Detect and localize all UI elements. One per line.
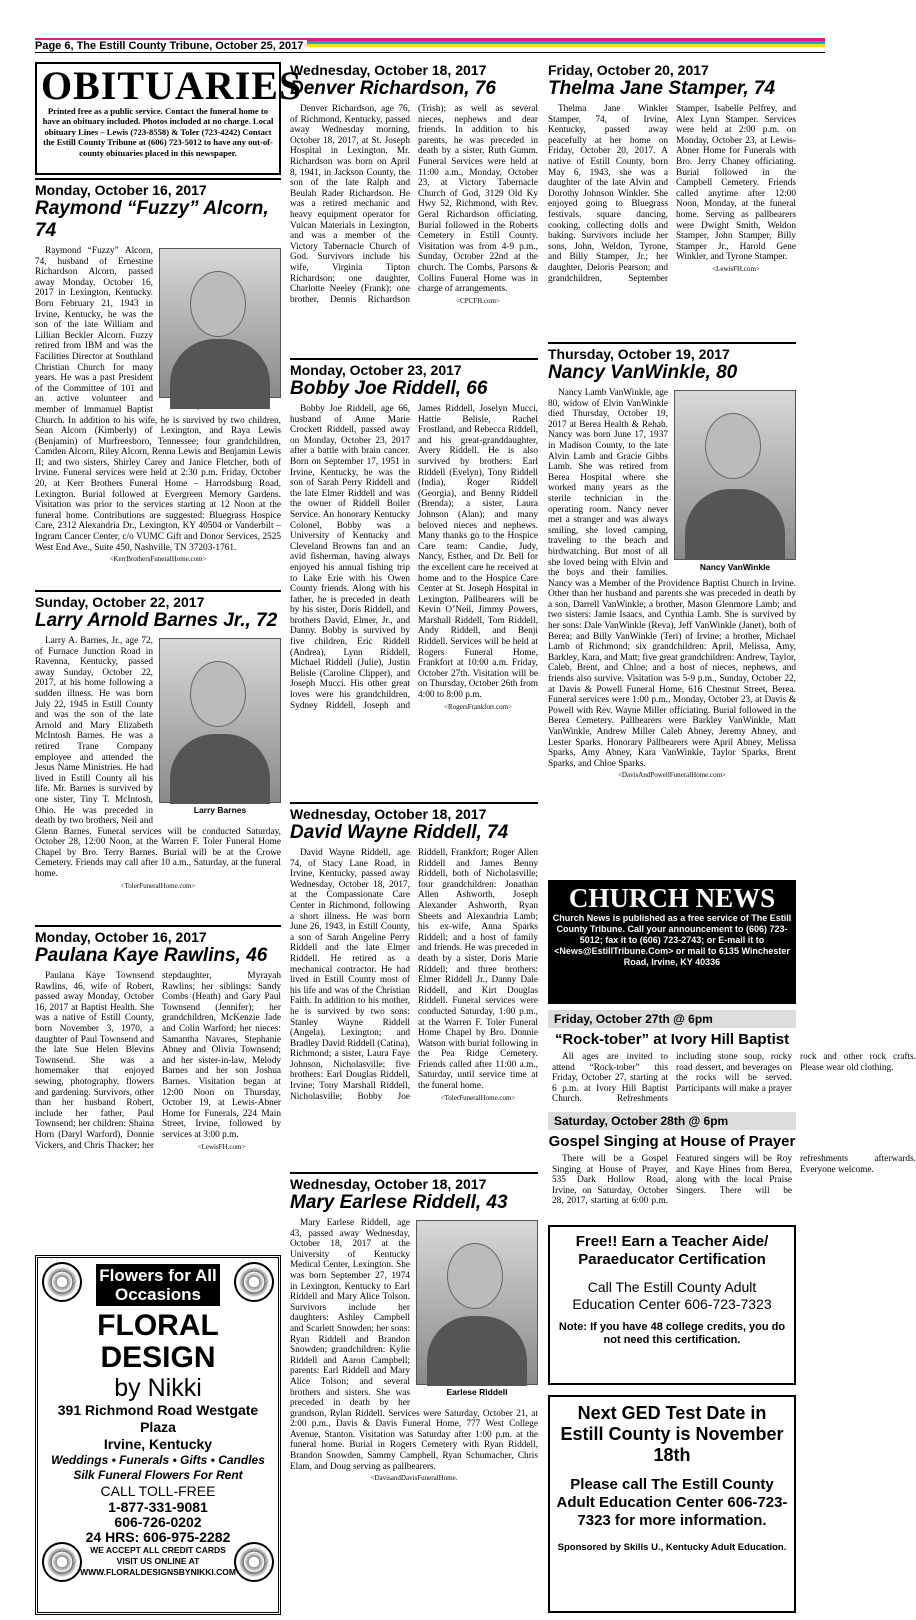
teacher-aide-ad bbox=[548, 1225, 796, 1385]
obit-text: Thelma Jane Winkler Stamper, 74, of Irvine, Kentucky, passed away peacefully at her home on Friday, October 20, 2017. A native of Estill County, born May 6, 1943, she was a daughter of the late Alvin and Dorothy Johnson Winkler. She enjoyed going to Bluegrass festivals, square dancing, cooking, collecting dolls and baking. Survivors include her sons, John, Weldon, Tyrone, and Billy Stamper, Jr.; her daughter, Deloris Pearson; and grandchildren, September Stamper, Isabelle Pelfrey, and Alex Lynn Stamper. Services were held at 2:00 p.m. on Monday, October 23, at Lewis-Abner Home for Funerals with Bro. Jerry Chaney officiating. Burial followed in the Campbell Cemetery. Friends called anytime after 12:00 Noon, Monday, at the funeral home. Serving as pallbearers were Dwight Smith, Weldon Stamper, John Stamper, Billy Stamper Jr., Harold Gene Winkler, and Tyrone Stamper. bbox=[548, 104, 796, 284]
header-rule bbox=[35, 52, 825, 53]
obit-name: Denver Richardson, 76 bbox=[290, 78, 496, 99]
obit-name: Larry Arnold Barnes Jr., 72 bbox=[35, 610, 278, 631]
event-2-text bbox=[552, 1154, 916, 1214]
church-news-box bbox=[548, 880, 796, 1004]
teacher-ad-note: Note: If you have 48 college credits, you do not need this certification. bbox=[558, 1321, 786, 1346]
floral-city: Irvine, Kentucky bbox=[103, 1436, 213, 1452]
floral-name: FLORAL DESIGN bbox=[97, 1309, 219, 1374]
floral-address: 391 Richmond Road Westgate Plaza bbox=[57, 1402, 259, 1435]
event-1-body: All ages are invited to attend “Rock-tober” this Friday, October 27, starting at 6 p.m. at Ivory Hill Baptist Church. Refreshments including stone soup, rocky road dessert, and beverages on the rocks will be served. Participants will make a prayer rock and other rock crafts. Please wear old clothing. bbox=[552, 1052, 916, 1105]
floral-url: WWW.FLORALDESIGNSBYNIKKI.COM bbox=[80, 1567, 236, 1577]
page-header: Page 6, The Estill County Tribune, October 25, 2017 bbox=[35, 40, 307, 52]
obit-date: Monday, October 16, 2017 bbox=[35, 182, 207, 198]
obit-text: David Wayne Riddell, age 74, of Stacy Lane Road, in Irvine, Kentucky, passed away Wednesday, October 18, 2017, at the Compassionate Care Center in Richmond, following a short illness. He was born June 26, 1943, in Estill County, a son of Sarah Angeline Perry Riddell and the late Elmer Riddell. He retired as a mechanical contractor. He had lived in Estill County most of his life and was of the Christian Faith. In addition to his mother, he is survived by two sons: Stanley Wayne Riddell (Angela), Lexington; and Bradley David Riddell (Catina), Richmond; a sister, Laura Faye Johnson, Nicholasville; five brothers: Earl Douglas Riddell, Irvine; Tony Marshall Riddell, Nicholasville; Bobby Joe Riddell, Frankfort; Roger Allen Riddell and James Benny Riddell, both of Nicholasville; four grandchildren: Jonathan Allen Ashworth, Joseph Alexander Ashworth, Ryan Sheets and Alexandria Lamb; his ex-wife, Anna Sparks Riddell; and a host of family and friends. He was preceded in death by a sister, Doris Marie Riddell; and three brothers: Elmer Riddell Jr., Danny Dale Riddell, and Kirt Douglas Riddell. Funeral services were conducted Saturday, 1:00 p.m., at the Warren F. Toler Funeral Home Chapel by Bro. Donnie Watson with burial following in the Pea Ridge Cemetery. Friends called after 11:00 a.m., Saturday, until service time at the funeral home. bbox=[290, 848, 538, 1102]
ged-ad-sponsor: Sponsored by Skills U., Kentucky Adult Education. bbox=[557, 1542, 787, 1553]
obit-source: <DavisandDavisFuneralHome. bbox=[370, 1474, 458, 1483]
ged-ad-headline: Next GED Test Date in Estill County is November 18th bbox=[560, 1403, 784, 1465]
event-2-title: Gospel Singing at House of Prayer bbox=[548, 1133, 796, 1150]
obit-date: Thursday, October 19, 2017 bbox=[548, 346, 730, 362]
obituaries-note: Printed free as a public service. Contact the funeral home to have an obituary included. Photos included at no charge. Local obituary Lines – Lewis (723-8558) & Toler (723-4242) Contact the Estill County Tribune at (606) 723-5012 to have any out-of-county obituaries placed in this newspaper. bbox=[42, 106, 274, 158]
event-1-text bbox=[552, 1052, 916, 1108]
obit-source: <LewisFH.com> bbox=[712, 264, 760, 273]
obit-date: Monday, October 23, 2017 bbox=[290, 362, 462, 378]
obit-name: Thelma Jane Stamper, 74 bbox=[548, 78, 776, 99]
obit-text: Paulana Kaye Townsend Rawlins, 46, wife of Robert, passed away Monday, October 16, 2017 at Baptist Health. She was a native of Estill County, born November 3, 1970, a daughter of Paul Townsend and the late Sue Helen Blevins Townsend. She was a homemaker that enjoyed sewing, photography, flowers and gardening. Survivors, other than her husband Robert, include her father, Paul Townsend; her children: Shaina Horn (Daryl Warford), Donnie Vickers, and Chris Thacker; her stepdaughter, Myrayah Rawlins; her siblings: Sandy Combs (Heath) and Gary Paul Townsend (Jennifer); her grandchildren, McKenzie Jade and Colin Warford; her nieces: Samantha Navares, Stephanie Abney and Olivia Townsend; and her sister-in-law, Melody Barnes and her son Joshua Barnes. Visitation began at 12:00 Noon on Thursday, October 19, at Lewis-Abner Home for Funerals, 224 Main Street, Irvine, followed by services at 3:00 p.m. bbox=[35, 971, 281, 1151]
church-news-text: Church News is published as a free service of The Estill County Tribune. Call your announcement to (606) 723-5012; fax it to (606) 723-2743; or E-mail it to <News@EstillTribune.Com> or mail to 6135 Winchester Road, Irvine, KY 40336 bbox=[552, 913, 792, 967]
event-2-when: Saturday, October 28th @ 6pm bbox=[548, 1112, 796, 1130]
obit-source: <KerrBrothersFuneralHome.com> bbox=[109, 555, 207, 564]
obit-vanwinkle bbox=[548, 342, 796, 872]
obit-richardson bbox=[290, 60, 538, 354]
teacher-ad-headline: Free!! Earn a Teacher Aide/ Paraeducator Certification bbox=[575, 1233, 769, 1268]
obit-name: David Wayne Riddell, 74 bbox=[290, 822, 509, 843]
obit-source: <DavisAndPowellFuneralHome.com> bbox=[617, 771, 727, 780]
obituaries-title: OBITUARIES bbox=[41, 63, 303, 108]
obit-alcorn bbox=[35, 178, 281, 586]
floral-services: Weddings • Funerals • Gifts • Candles bbox=[51, 1453, 265, 1467]
photo-earlese-riddell bbox=[416, 1220, 538, 1398]
obit-text: Bobby Joe Riddell, age 66, husband of Anne Marie Crockett Riddell, passed away on Monday, October 23, 2017 after a battle with brain cancer. Born on September 17, 1951 in Irvine, Kentucky, he was the son of Sarah Perry Riddell and the late Elmer Riddell and was the owner of Riddell Boiler Service. An honorary Kentucky Colonel, Bobby was a University of Kentucky and Cleveland Browns fan and an avid fisherman, having always enjoyed his annual fishing trip to Lake Erie with his Owen County friends. Along with his father, he is preceded in death by his sister, Doris Riddell, and brothers David, Elmer, Jr., and Danny. Bobby is survived by five children, Eric Riddell (Andrea), Lynn Riddell, Michael Riddell (Julie), Justin Belisle (Caroline Clipper), and Joseph Mucci. His other great loves were his grandchildren, Sydney Riddell, Joseph and James Riddell, Joselyn Mucci, Hattie Belisle, Rachel Frostland, and Rebecca Riddell, and his great-granddaughter, Avery Riddell. He is also survived by brothers: Earl Riddell (Evelyn), Tony Riddell (India), Roger Riddell (Georgia), and Benny Riddell (Brenda); a sister, Laura Johnson (Alan); and many beloved nieces and nephews. Many thanks go to the Hospice Care team: Candie, Judy, Nancy, Esther, and Dr. Bell for the excellent care he received at home and to the Hospice Care Center at St. Joseph Hospital in Lexington. Pallbearers will be Kevin O’Neil, Jimmy Powers, Marshall Riddell, Tom Riddell, Andy Riddell, and Benji Riddell. Services will be held at Rogers Funeral Home, Frankfort at 10:00 a.m. Friday, October 27th. Visitation will be on Thursday, October 26th from 4:00 to 8:00 p.m. bbox=[290, 404, 538, 711]
floral-cards: WE ACCEPT ALL CREDIT CARDS bbox=[90, 1545, 226, 1555]
floral-banner: Flowers for All Occasions bbox=[96, 1264, 220, 1306]
obit-barnes bbox=[35, 590, 281, 920]
floral-phone-1: 1-877-331-9081 bbox=[108, 1499, 208, 1515]
ged-test-ad bbox=[548, 1395, 796, 1613]
obit-name: Mary Earlese Riddell, 43 bbox=[290, 1192, 508, 1213]
obit-source: <TolerFuneralHome.com> bbox=[120, 881, 196, 890]
obit-date: Wednesday, October 18, 2017 bbox=[290, 62, 487, 78]
obit-david-riddell bbox=[290, 802, 538, 1167]
floral-design-ad bbox=[35, 1255, 281, 1615]
obit-bobby-riddell bbox=[290, 358, 538, 798]
floral-phone-3: 24 HRS: 606-975-2282 bbox=[85, 1529, 231, 1545]
photo-larry-barnes bbox=[159, 638, 281, 816]
photo-caption: Nancy VanWinkle bbox=[699, 562, 771, 572]
floral-byline: by Nikki bbox=[114, 1374, 202, 1402]
photo-raymond-alcorn bbox=[159, 248, 281, 411]
obit-text: Nancy Lamb VanWinkle, age 80, widow of Elvin VanWinkle died Thursday, October 19, 2017 at Berea Health & Rehab. Nancy was born June 17, 1937 in Madison County, to the late Alvin Lamb and Gracie Gibbs Lamb. She was retired from Berea Hospital where she worked many years as the sterile technician in the operating room. Nancy never met a stranger and was always smiling, she loved camping, traveling to the beach and birdwatching. But most of all she loved being with Elvin and the boys and their families. Nancy was a Member of the Providence Baptist Church in Irvine. Other than her husband and parents she was preceded in death by a son, Darrell VanWinkle; a brother, Mason Glenmore Lamb; and two sisters: Jamie Isaacs, and Cynthia Lamb. She is survived by her sons: Dale VanWinkle (Reva), Jeff VanWinkle (Janet), both of Berea; and Billy VanWinkle (Teri) of Irvine; a brother, Michael Lamb of Richmond; six grandchildren: April, Melissa, Amy, Barkley, Kara, and Matt; five great grandchildren: Andrew, Taylor, Caleb, Brent, and Chloe; and a host of nieces, nephews, and friends also survive. Visitation was 5-9 p.m., Sunday, October 22, at Davis & Powell Funeral Home, 616 Chestnut Street, Berea. Funeral services were 1:00 p.m., Monday, October 23, at Davis & Powell with Rev. Wayne Miller officiating. Burial followed in the Berea Cemetery. Pallbearers were Barkley VanWinkle, Matt VanWinkle, Andrew Miller Caleb Abney, Jeremy Abney, and Lester Sparks. Honorary Pallbearers were April Abney, Melissa Sparks, Amy Abney, Kara VanWinkle, Taylor Sparks, Brent Sparks, and Chloe Sparks. bbox=[548, 388, 797, 769]
obit-date: Wednesday, October 18, 2017 bbox=[290, 1176, 487, 1192]
church-news-title: CHURCH NEWS bbox=[568, 883, 776, 913]
obit-text: Denver Richardson, age 76, of Richmond, Kentucky, passed away Wednesday morning, October 18, 2017, at St. Joseph Hospital in Lexington. Mr. Richardson was born on April 8, 1941, in Jackson County, the son of the late Ralph and Beulah Rader Richardson. He was a retired mechanic and heavy equipment operator for Vulcan Materials in Lexington, and was a member of the Victory Tabernacle Church of God. Survivors include his wife, Virginia Tipton Richardson; one daughter, Charlotte Neeley (Frank); one brother, Dennis Richardson (Trish); as well as several nieces, nephews and dear friends. In addition to his parents, he was preceded in death by a sister, Ruth Gumm. Funeral Services were held at 11:00 a.m., Monday, October 23, at Victory Tabernacle Church of God, 3129 Old Ky Hwy 52, Richmond, with Rev. Geral Richardson officiating. Burial followed in the Roberts Cemetery in Estill County. Visitation was from 4-9 p.m., Sunday, October 22nd at the church. The Combs, Parsons & Collins Funeral Home was in charge of arrangements. bbox=[290, 104, 538, 305]
obit-date: Monday, October 16, 2017 bbox=[35, 929, 207, 945]
obit-mary-riddell bbox=[290, 1172, 538, 1612]
photo-nancy-vanwinkle bbox=[674, 390, 796, 573]
obit-name: Nancy VanWinkle, 80 bbox=[548, 362, 738, 383]
obit-name: Bobby Joe Riddell, 66 bbox=[290, 378, 488, 399]
obit-date: Friday, October 20, 2017 bbox=[548, 62, 709, 78]
obit-date: Wednesday, October 18, 2017 bbox=[290, 806, 487, 822]
obit-source: <RogersFrankfort.com> bbox=[444, 702, 512, 711]
floral-rent: Silk Funeral Flowers For Rent bbox=[73, 1468, 243, 1482]
obit-text: Larry A. Barnes, Jr., age 72, of Furnace Junction Road in Ravenna, Kentucky, passed away Sunday, October 22, 2017, at his home following a sudden illness. He was born July 22, 1945 in Estill County and was the son of the late Arnold and Mary Elizabeth McIntosh Barnes. He was a retired Trane Company employee and attended the Jesus Name Ministries. He had lived in Estill County all his life. Mr. Barnes is survived by one sister, Tiny T. McIntosh, Ohio. He was preceded in death by two brothers, Neil and Glenn Barnes. Funeral services will be conducted Saturday, October 28, 12:00 Noon, at the Warren F. Toler Funeral Home Chapel by Bro. Terry Barnes. Burial will be at the Crowe Cemetery. Friends may call after 10 a.m., Saturday, at the funeral home. bbox=[35, 636, 281, 880]
floral-phone-2: 606-726-0202 bbox=[114, 1514, 202, 1530]
floral-call: CALL TOLL-FREE bbox=[100, 1483, 216, 1499]
ged-ad-call: Please call The Estill County Adult Education Center 606-723-7323 for more information. bbox=[556, 1476, 788, 1529]
obit-source: <TolerFuneralHome.com> bbox=[440, 1093, 516, 1102]
obit-rawlins bbox=[35, 925, 281, 1245]
photo-caption: Earlese Riddell bbox=[446, 1387, 508, 1397]
obit-date: Sunday, October 22, 2017 bbox=[35, 594, 205, 610]
event-1-title: “Rock-tober” at Ivory Hill Baptist bbox=[554, 1031, 790, 1048]
event-2-body: There will be a Gospel Singing at House of Prayer, 535 Dark Hollow Road, Irvine, on Saturday, October 28, 2017, starting at 6:00 p.m. Featured singers will be Roy and Kaye Hines from Berea, along with the local Praise Singers. There will be refreshments afterwards. Everyone welcome. bbox=[552, 1154, 916, 1207]
floral-visit: VISIT US ONLINE AT bbox=[116, 1556, 200, 1566]
obit-source: <LewisFH.com> bbox=[197, 1142, 246, 1151]
teacher-ad-call: Call The Estill County Adult Education Center 606-723-7323 bbox=[572, 1279, 772, 1312]
photo-caption: Larry Barnes bbox=[193, 805, 247, 815]
obit-text: Raymond “Fuzzy” Alcorn, 74, husband of Ernestine Richardson Alcorn, passed away Monday, October 16, 2017 in Lexington, Kentucky. Born February 21, 1943 in Irvine, Kentucky, he was the son of the late William and Lillian Beckler Alcorn. Fuzzy retired from IBM and was the Facilities Director at Southland Christian Church for many years. He was a past President of the Committee of 101 and an active volunteer and member of Immanuel Baptist Church. In addition to his wife, he is survived by two children, Sean Alcorn (Kimberly) of Lexington, and Raya Lewis (Benjamin) of Murfreesboro, Tennessee; four grandchildren, Camden Alcorn, Riley Alcorn, Renna Lewis and Benjamin Lewis II; and two sisters, Shirley Carey and Janice Fletcher, both of Irvine. Funeral services were held at 2:30 p.m. Friday, October 20, at Kerr Brothers Funeral Home – Harrodsburg Road, Lexington. Burial followed at Evergreen Memory Gardens. Visitation was prior to the services starting at 12 Noon at the funeral home. Contributions are suggested: Bluegrass Hospice Care, 2312 Alexandria Dr., Lexington, KY 40504 or Vanderbilt – Ingram Cancer Center, c/o VUMC Gift and Donor Services, 2525 West End Ave., Suite 450, Nashville, TN 37203-1761. bbox=[35, 246, 281, 553]
obit-name: Paulana Kaye Rawlins, 46 bbox=[35, 945, 268, 966]
obit-source: <CPCFH.com> bbox=[456, 296, 500, 305]
obit-text: Mary Earlese Riddell, age 43, passed away Wednesday, October 18, 2017 at the University of Kentucky Medical Center, Lexington. She was born September 27, 1974 in Lexington, Kentucky to Earl Riddell and Mary Alice Tolson. Survivors include her daughters: Ashley Campbell and Scarlett Snowden; her sons: Ryan Riddell and Brandon Snowden; grandchildren: Kylie Riddell and Aaron Campbell; parents: Earl Riddell and Mary Alice Tolson; and several brothers and sisters. She was preceded in death by her grandson, Rylan Riddell. Services were Saturday, October 21, at 2:00 p.m., Davis & Davis Funeral Home, 777 West College Avenue, Stanton. Visitation was Saturday after 1:00 p.m. at the funeral home. Burial in Rogers Cemetery with Ryan Riddell, Brandon Snowden, Sammy Campbell, Ryan Schumacher, Chris Elam, and Doug serving as pallbearers. bbox=[290, 1218, 538, 1472]
event-1-when: Friday, October 27th @ 6pm bbox=[548, 1010, 796, 1028]
obit-name: Raymond “Fuzzy” Alcorn, 74 bbox=[35, 198, 269, 241]
obit-stamper bbox=[548, 60, 796, 340]
obituaries-box bbox=[35, 62, 303, 175]
